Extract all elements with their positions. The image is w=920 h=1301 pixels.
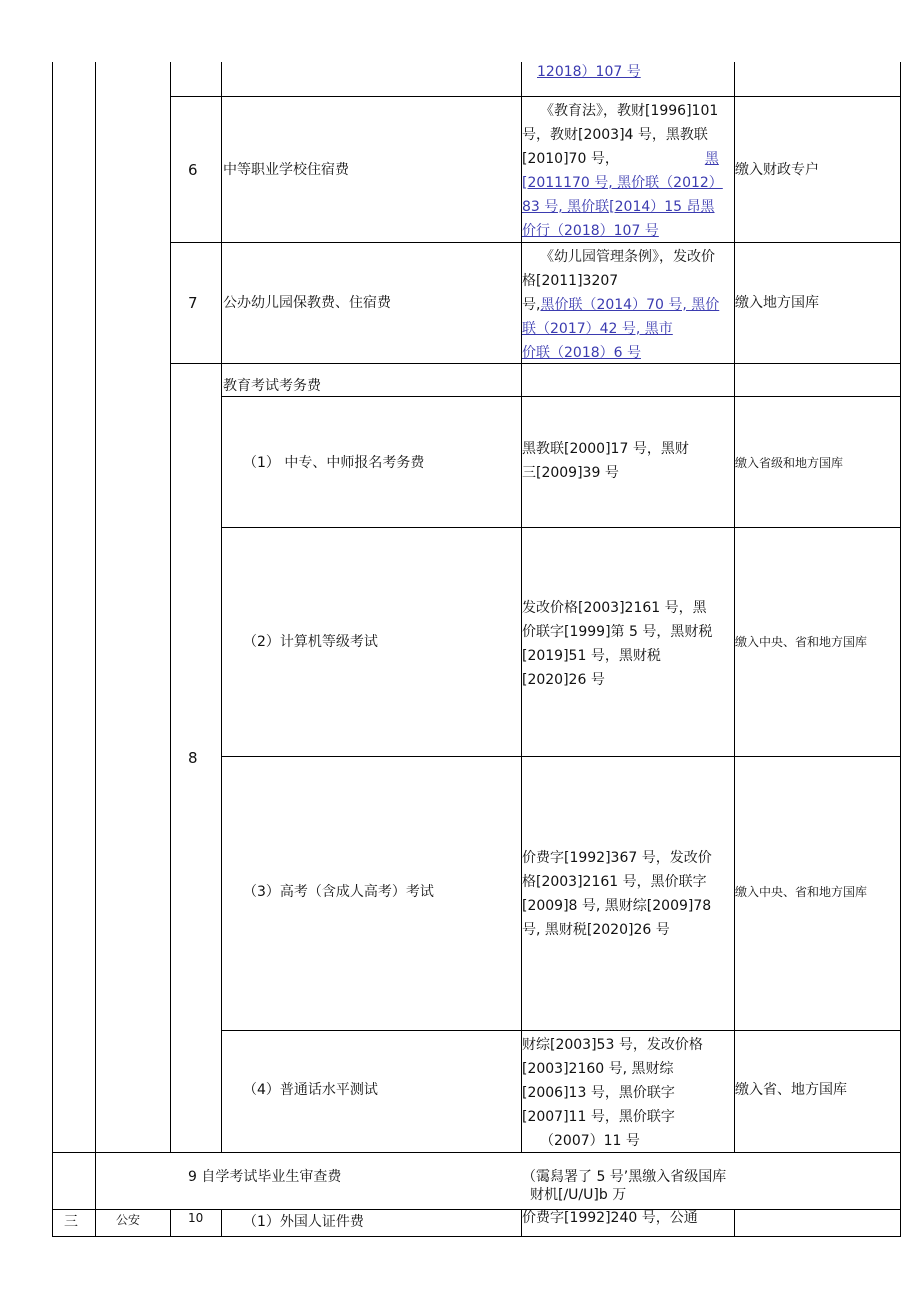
column-divider — [221, 62, 222, 1153]
basis-link[interactable]: 黑 — [704, 151, 719, 167]
column-divider — [221, 1209, 222, 1237]
basis-line: （2007）11 号 — [540, 1133, 640, 1149]
fee-basis-line: 价费字[1992]240 号，公通 — [522, 1210, 698, 1226]
basis-line: 三[2009]39 号 — [522, 465, 619, 481]
basis-line: [2006]13 号，黑价联字 — [522, 1085, 675, 1101]
fee-subitem-name: （2）计算机等级考试 — [243, 634, 378, 650]
row-number: 7 — [188, 294, 198, 312]
fee-subitem-name: （4）普通话水平测试 — [243, 1082, 378, 1098]
row-divider — [221, 527, 901, 528]
basis-line: 价联字[1999]第 5 号，黑财税 — [522, 624, 713, 640]
fee-destination: 缴入省、地方国库 — [735, 1082, 847, 1098]
column-divider — [734, 62, 735, 1153]
fee-subitem-name: （3）高考（含成人高考）考试 — [243, 884, 434, 900]
basis-line: [2009]8 号, 黑财综[2009]78 — [522, 898, 712, 914]
fee-basis — [522, 99, 734, 243]
basis-line: 号, 黑财税[2020]26 号 — [522, 922, 670, 938]
fee-basis — [522, 437, 734, 485]
basis-line: 财综[2003]53 号，发改价格 — [522, 1037, 703, 1053]
row-divider — [221, 1030, 901, 1031]
basis-link[interactable]: [2011170 号, 黑价联（2012） — [522, 175, 723, 191]
row-divider — [52, 1209, 901, 1210]
fee-destination: 缴入中央、省和地方国库 — [735, 885, 868, 899]
fee-basis — [522, 1033, 734, 1153]
basis-link[interactable]: 价联（2018）6 号 — [522, 345, 641, 361]
basis-line: 《教育法》，教财[1996]101 — [540, 103, 719, 119]
basis-line: [2019]51 号，黑财税 — [522, 648, 661, 664]
row-number: 6 — [188, 161, 198, 179]
section-number: 三 — [64, 1214, 78, 1230]
basis-link[interactable]: 83 号, 黑价联[2014）15 昂黑 — [522, 199, 715, 215]
row-number: 10 — [188, 1211, 204, 1225]
basis-line: [2020]26 号 — [522, 672, 605, 688]
basis-line: 价费字[1992]367 号，发改价 — [522, 850, 712, 866]
basis-link[interactable]: 价行（2018）107 号 — [522, 223, 659, 239]
basis-line: 黑教联[2000]17 号，黑财 — [522, 441, 689, 457]
column-divider — [52, 62, 53, 1237]
basis-line — [522, 147, 734, 171]
row-divider — [52, 1152, 901, 1153]
row-number: 8 — [188, 749, 198, 767]
basis-line — [522, 293, 734, 317]
row-divider — [52, 1236, 901, 1237]
fee-group-name: 教育考试考务费 — [223, 378, 321, 394]
department-name: 公安 — [116, 1213, 141, 1227]
basis-line: 号，教财[2003]4 号，黑教联 — [522, 127, 708, 143]
fee-destination: 缴入地方国库 — [735, 295, 819, 311]
fee-destination: 缴入中央、省和地方国库 — [735, 635, 868, 649]
column-divider — [170, 1209, 171, 1237]
fee-subitem-name: （1）外国人证件费 — [243, 1214, 364, 1230]
fee-subitem-name: （1） 中专、中师报名考务费 — [243, 455, 425, 471]
basis-line: 格[2011]3207 — [522, 273, 619, 289]
basis-line: 《幼儿园管理条例》，发改价 — [540, 249, 715, 265]
column-divider — [734, 1209, 735, 1237]
fee-basis — [522, 245, 734, 365]
fee-basis-line: 财机[∕U∕U]b 万 — [530, 1187, 627, 1203]
fee-item-name: 9 自学考试毕业生审查费 — [188, 1169, 342, 1185]
basis-text: 号, — [522, 297, 541, 313]
row-divider — [221, 756, 901, 757]
fee-item-name: 中等职业学校住宿费 — [223, 162, 349, 178]
fee-basis-line: （霭舄署了 5 号’黑缴入省级国库 — [522, 1169, 727, 1185]
fee-item-name: 公办幼儿园保教费、住宿费 — [223, 295, 391, 311]
fee-destination: 缴入省级和地方国库 — [735, 456, 844, 470]
basis-link[interactable]: 黑价联（2014）70 号, 黑价 — [540, 297, 720, 313]
basis-text: [2010]70 号， — [522, 151, 619, 167]
column-divider — [170, 62, 171, 1153]
basis-line: 格[2003]2161 号，黑价联字 — [522, 874, 707, 890]
fee-basis — [522, 596, 734, 692]
row-divider — [221, 396, 901, 397]
fee-destination: 缴入财政专户 — [735, 162, 819, 178]
column-divider — [900, 62, 901, 1237]
basis-line: 发改价格[2003]2161 号，黑 — [522, 600, 707, 616]
basis-line: [2007]11 号，黑价联字 — [522, 1109, 675, 1125]
basis-line: [2003]2160 号, 黑财综 — [522, 1061, 674, 1077]
basis-tail-row5[interactable]: 12018）107 号 — [537, 64, 641, 80]
row-divider — [170, 96, 901, 97]
basis-link[interactable]: 联（2017）42 号, 黑市 — [522, 321, 673, 337]
column-divider — [95, 62, 96, 1237]
fee-basis — [522, 846, 734, 942]
